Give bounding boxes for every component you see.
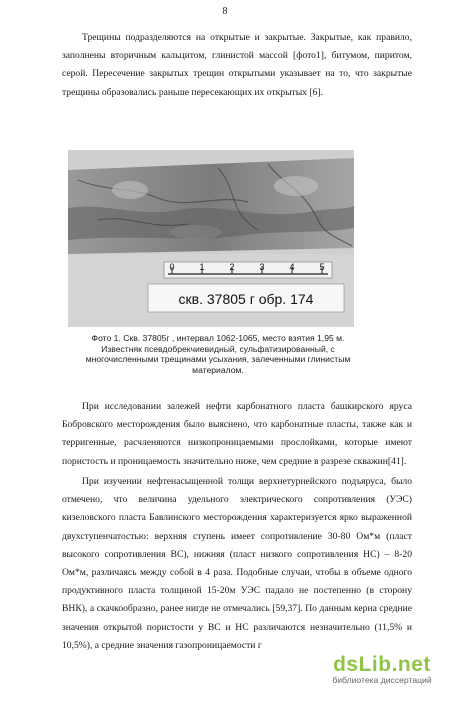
sample-label: скв. 37805 г обр. 174 (178, 291, 314, 307)
scale-tick-4: 4 (289, 262, 295, 272)
caption-line-2: Известняк псевдобрекчиевидный, сульфатизированный, с (101, 343, 335, 354)
dslib-watermark[interactable] (328, 653, 436, 685)
photo-caption (72, 333, 364, 375)
caption-line-4: материалом. (192, 364, 244, 375)
scale-tick-3: 3 (259, 262, 265, 272)
core-sample-image (68, 150, 354, 327)
scale-tick-0: 0 (169, 262, 175, 272)
core-sample-photo (68, 150, 354, 327)
paragraph-2: При исследовании залежей нефти карбонатного пласта башкирского яруса Бобровского месторождения было выяснено, что карбонатные пласты, также как и терригенные, расчленяются низкопроницаемыми прослойками, которые имеют пористость и проницаемость значительно ниже, чем средние в разрезе скважин[41]. (62, 401, 412, 467)
caption-line-1: Фото 1. Скв. 37805г , интервал 1062-1065, место взятия 1,95 м. (91, 333, 345, 343)
caption-line-3: многочисленными трещинами усыхания, залеченными глинистым (85, 354, 351, 365)
paragraph-3: При изучении нефтенасыщенной толщи верхнетурнейского подъяруса, было отмечено, что величина удельного электрического сопротивления (УЭС) кизеловского пласта Бавлинского месторождения характеризуется ярко выраженной двухступенчатостью: верхняя ступень имеет сопротивление 30-80 Ом*м (пласт высокого сопротивления ВС), нижняя (пласт низкого сопротивления НС) – 8-20 Ом*м, различаясь между собой в 4 раза. Подобные случаи, чтобы в объеме одного продуктивного пласта толщиной 15-20м УЭС падало не постепенно (в сторону ВНК), а скачкообразно, ранее нигде не отмечались [59,37]. По данным керна средние значения открытой пористости у ВС и НС различаются незначительно (11,5% и 10,5%), а средние значения газопроницаемости г (62, 476, 412, 651)
dslib-logo: dsLib.net (333, 653, 431, 676)
scale-tick-2: 2 (229, 262, 235, 272)
paragraph-1: Трещины подразделяются на открытые и закрытые. Закрытые, как правило, заполнены вторичным кальцитом, глинистой массой [фото1], битумом, пиритом, серой. Пересечение закрытых трещин открытыми указывает на то, что закрытые трещины образовались раньше пересекающих их открытых [6]. (62, 32, 412, 98)
page-number: 8 (222, 6, 228, 17)
scale-tick-1: 1 (199, 262, 205, 272)
dslib-subtitle: библиотека диссертаций (332, 675, 432, 685)
scale-tick-5: 5 (319, 262, 325, 272)
